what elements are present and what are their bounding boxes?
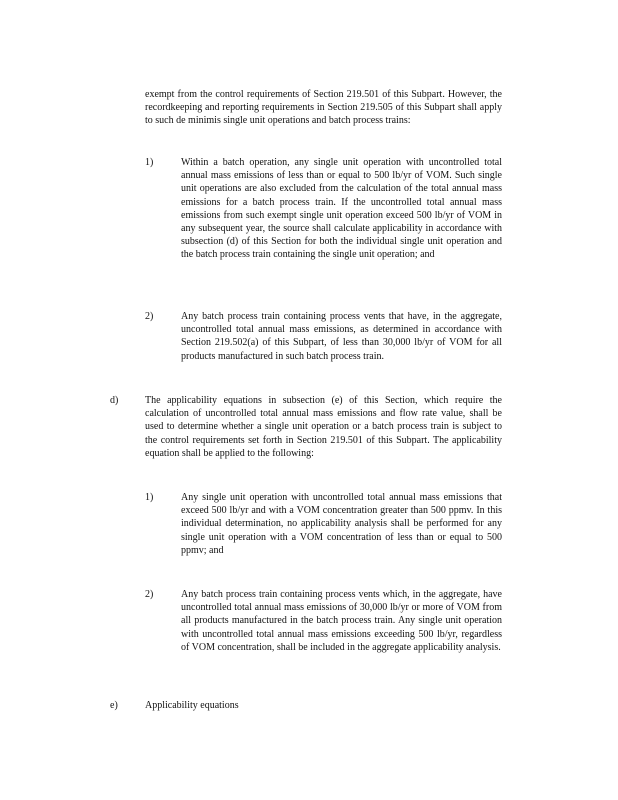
section-e-marker: e) bbox=[110, 700, 118, 711]
list-item-marker: 1) bbox=[145, 492, 154, 503]
intro-paragraph: exempt from the control requirements of Section 219.501 of this Subpart. However, the recordkeeping and reporting requirements in Section 219.505 of this Subpart shall apply to such de minimis single unit operations and batch process trains: bbox=[145, 89, 502, 127]
list-item-text: Any batch process train containing process vents that have, in the aggregate, uncontrolled total annual mass emissions, as determined in accordance with Section 219.502(a) of this Subpart, of less than 30,000 lb/yr of VOM for all products manufactured in such batch process train. bbox=[181, 311, 502, 362]
section-d-paragraph: The applicability equations in subsection (e) of this Section, which require the calculation of uncontrolled total annual mass emissions and flow rate value, shall be used to determine whether a single unit operation or a batch process train is subject to the control requirements set forth in Section 219.501 of this Subpart. The applicability equation shall be applied to the following: bbox=[145, 395, 502, 459]
list-item-marker: 2) bbox=[145, 589, 154, 600]
section-d-marker: d) bbox=[110, 395, 119, 406]
list-item-text: Any batch process train containing process vents which, in the aggregate, have uncontrolled total annual mass emissions of 30,000 lb/yr or more of VOM from all products manufactured in the batch process train. Any single unit operation with uncontrolled total annual mass emissions exceeding 500 lb/yr, regardless of VOM concentration, shall be included in the aggregate applicability analysis. bbox=[181, 589, 502, 653]
list-item-marker: 1) bbox=[145, 157, 154, 168]
list-item-marker: 2) bbox=[145, 311, 154, 322]
section-e-heading: Applicability equations bbox=[145, 700, 239, 711]
list-item-text: Within a batch operation, any single unit operation with uncontrolled total annual mass emissions of less than or equal to 500 lb/yr of VOM. Such single unit operations are also excluded from the calculation of the total annual mass emissions for a batch process train. If the uncontrolled total annual mass emissions from such exempt single unit operation exceed 500 lb/yr of VOM in any subsequent year, the source shall calculate applicability in accordance with subsection (d) of this Section for both the individual single unit operation and the batch process train containing the single unit operation; and bbox=[181, 157, 502, 261]
list-item-text: Any single unit operation with uncontrolled total annual mass emissions that exceed 500 lb/yr and with a VOM concentration greater than 500 ppmv. In this individual determination, no applicability analysis shall be performed for any single unit operation with a VOM concentration of less than or equal to 500 ppmv; and bbox=[181, 492, 502, 556]
